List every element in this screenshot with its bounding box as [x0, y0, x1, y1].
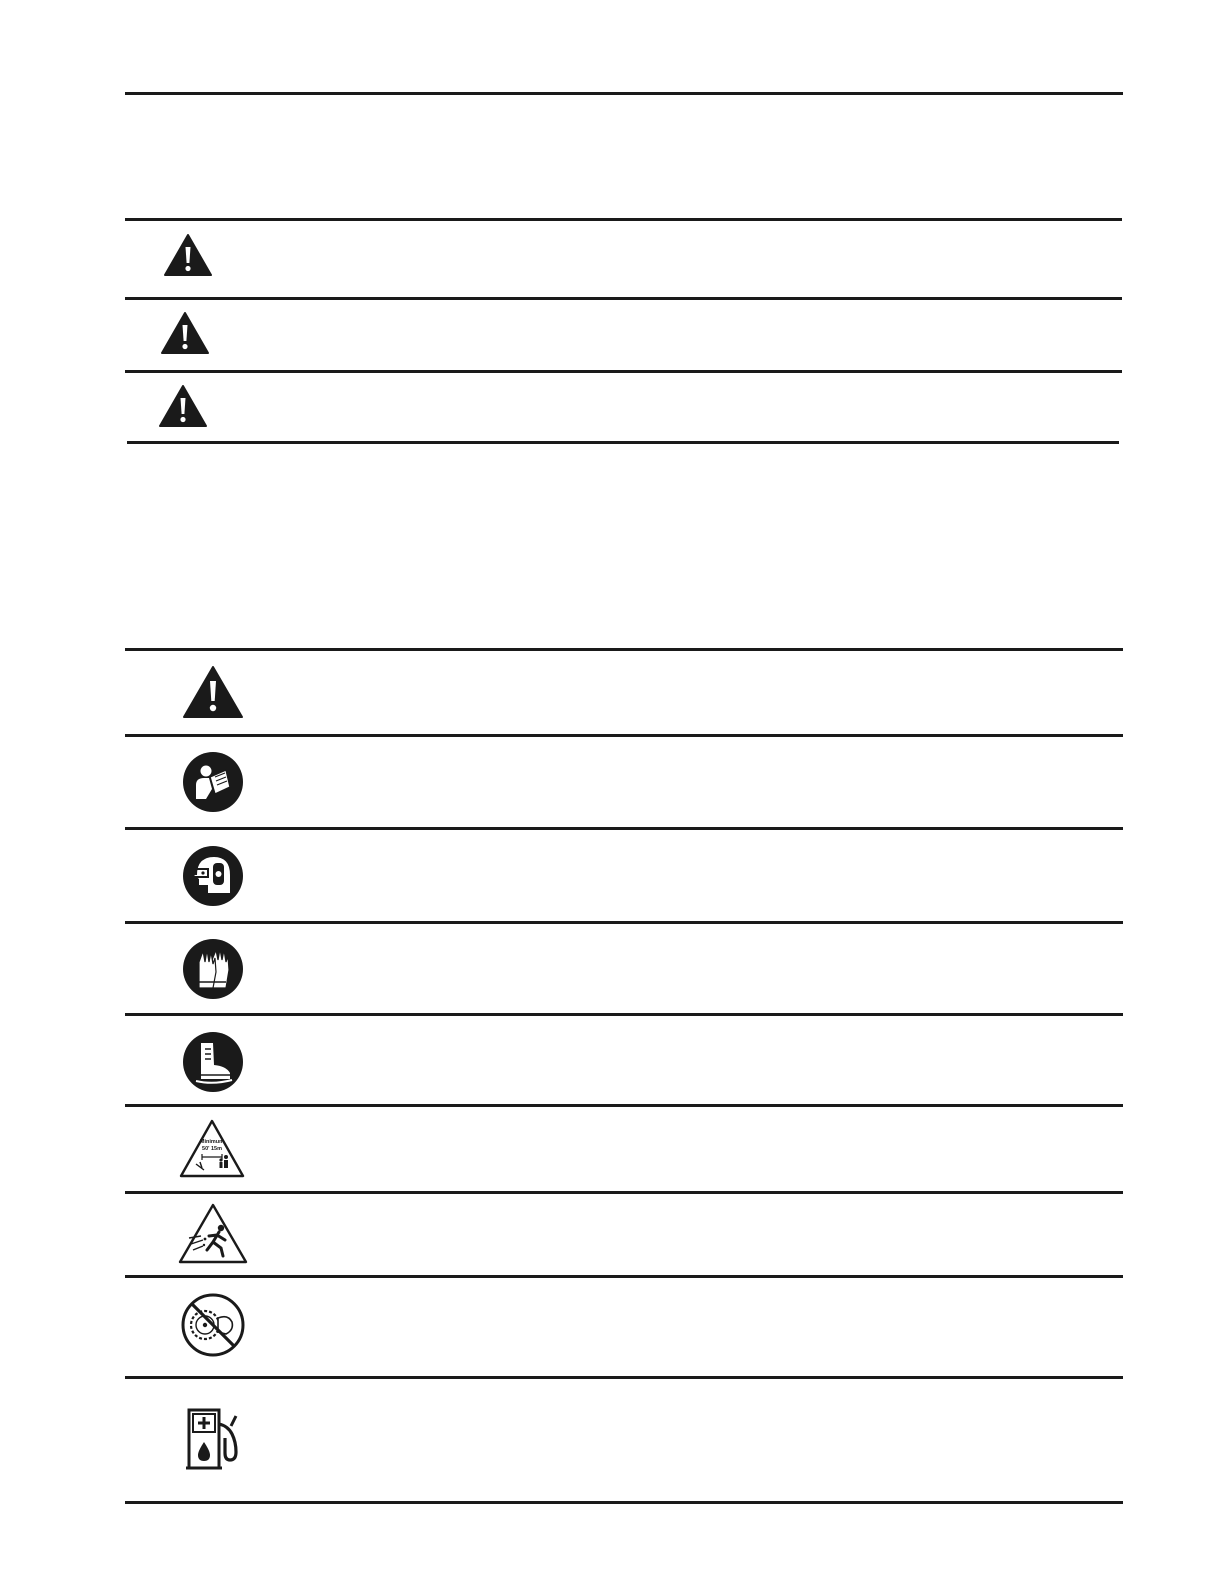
- thrown-objects-icon: [177, 1202, 249, 1266]
- table-rule: [125, 1104, 1123, 1107]
- table-rule: [125, 1501, 1123, 1504]
- fuel-mix-icon: [184, 1406, 246, 1472]
- table-rule: [125, 734, 1123, 737]
- bystander-sign-distance: 50' 15m: [202, 1146, 222, 1152]
- warning-triangle-icon: [163, 233, 213, 277]
- warning-triangle-icon: [158, 384, 208, 428]
- keep-bystanders-away-icon: [178, 1118, 246, 1180]
- table-rule: [125, 370, 1122, 373]
- table-rule: [125, 648, 1123, 651]
- top-rule: [125, 92, 1123, 95]
- table-rule: [125, 1191, 1123, 1194]
- eye-ear-protection-icon: [182, 845, 244, 907]
- table-rule: [125, 827, 1123, 830]
- table-rule: [127, 441, 1119, 444]
- table-rule: [125, 1376, 1123, 1379]
- safety-boots-icon: [182, 1031, 244, 1093]
- table-rule: [125, 1275, 1123, 1278]
- safety-alert-icon: [182, 665, 244, 719]
- table-rule: [125, 921, 1123, 924]
- bystander-sign-label: Minimum: [199, 1139, 225, 1145]
- read-manual-icon: [182, 751, 244, 813]
- no-saw-blade-icon: [180, 1292, 246, 1358]
- warning-triangle-icon: [160, 311, 210, 355]
- table-rule: [125, 297, 1122, 300]
- table-rule: [125, 218, 1122, 221]
- gloves-icon: [182, 938, 244, 1000]
- table-rule: [125, 1013, 1123, 1016]
